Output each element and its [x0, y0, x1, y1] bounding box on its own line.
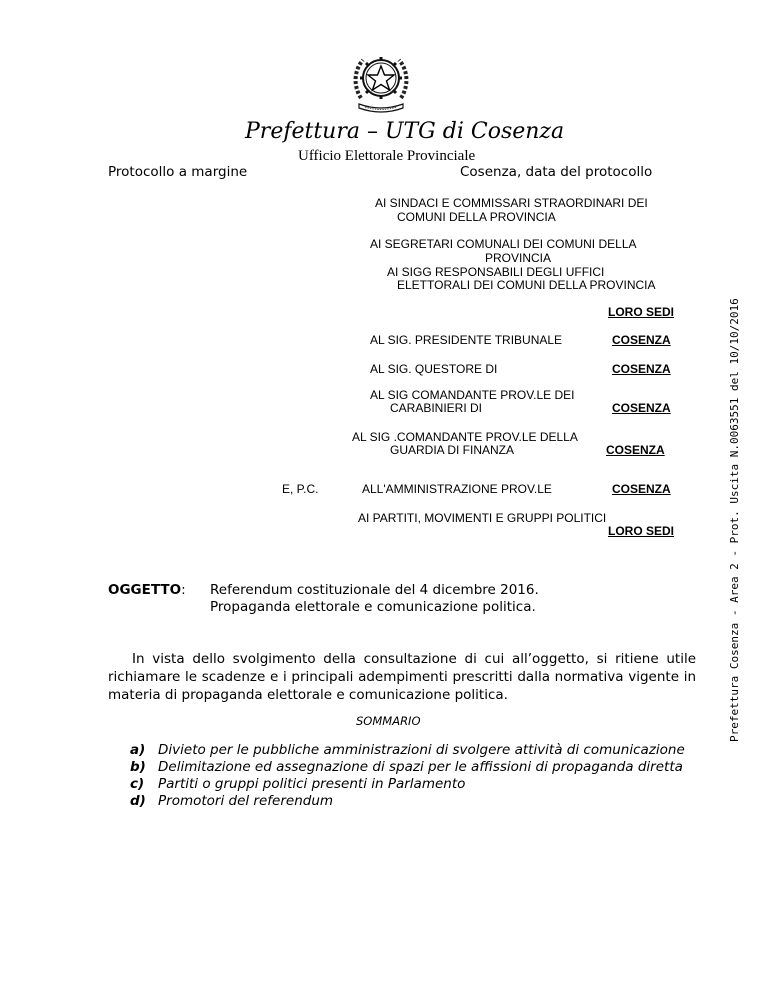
addressee-responsabili-line1: AI SIGG RESPONSABILI DEGLI UFFICI	[387, 265, 605, 279]
page-title: Prefettura – UTG di Cosenza	[245, 119, 565, 144]
loro-sedi-label-2: LORO SEDI	[608, 524, 675, 538]
addressee-finanza-line2: GUARDIA DI FINANZA	[390, 443, 515, 457]
addressee-sindaci-line2: COMUNI DELLA PROVINCIA	[397, 210, 556, 224]
summary-item-letter: d)	[130, 793, 146, 809]
protocol-stamp: Prefettura Cosenza - Area 2 - Prot. Uscita N.0063551 del 10/10/2016	[728, 298, 741, 742]
addressee-segretari-line1: AI SEGRETARI COMUNALI DEI COMUNI DELLA	[370, 237, 637, 251]
summary-item-a	[130, 742, 696, 759]
addressee-carabinieri-line1: AL SIG COMANDANTE PROV.LE DEI	[370, 388, 575, 402]
summary-item-b	[130, 759, 696, 776]
subject-line2: Propaganda elettorale e comunicazione politica.	[210, 599, 536, 615]
intro-paragraph: In vista dello svolgimento della consultazione di cui all’oggetto, si ritiene utile richiamare le scadenze e i principali adempimenti prescritti dalla normativa vigente in materia di propaganda elettorale e comunicazione politica.	[108, 651, 696, 703]
summary-list	[130, 742, 696, 810]
summary-item-c	[130, 776, 696, 793]
summary-item-letter: b)	[130, 759, 146, 775]
addressee-responsabili-line2: ELETTORALI DEI COMUNI DELLA PROVINCIA	[397, 278, 656, 292]
city-questore: COSENZA	[612, 362, 671, 376]
italian-republic-emblem-icon	[351, 48, 411, 114]
addressee-finanza-line1: AL SIG .COMANDANTE PROV.LE DELLA	[352, 430, 578, 444]
addressee-questore: AL SIG. QUESTORE DI	[370, 362, 498, 376]
summary-heading: SOMMARIO	[356, 714, 421, 728]
summary-item-letter: a)	[130, 742, 146, 758]
addressee-amministrazione: ALL'AMMINISTRAZIONE PROV.LE	[362, 482, 552, 496]
addressee-partiti: AI PARTITI, MOVIMENTI E GRUPPI POLITICI	[358, 511, 607, 525]
city-amministrazione: COSENZA	[612, 482, 671, 496]
subject-line1: Referendum costituzionale del 4 dicembre 2016.	[210, 582, 539, 598]
addressee-tribunale: AL SIG. PRESIDENTE TRIBUNALE	[370, 333, 563, 347]
city-carabinieri: COSENZA	[612, 401, 671, 415]
office-name: Ufficio Elettorale Provinciale	[298, 148, 476, 164]
summary-item-letter: c)	[130, 776, 145, 792]
summary-item-text: Delimitazione ed assegnazione di spazi per le affissioni di propaganda diretta	[158, 759, 683, 775]
summary-item-text: Promotori del referendum	[158, 793, 334, 809]
summary-item-text: Divieto per le pubbliche amministrazioni di svolgere attività di comunicazione	[158, 742, 685, 758]
place-date: Cosenza, data del protocollo	[460, 164, 653, 180]
summary-item-text: Partiti o gruppi politici presenti in Parlamento	[158, 776, 466, 792]
addressee-segretari-line2: PROVINCIA	[485, 251, 552, 265]
city-tribunale: COSENZA	[612, 333, 671, 347]
addressee-carabinieri-line2: CARABINIERI DI	[390, 401, 483, 415]
epc-label: E, P.C.	[282, 482, 319, 496]
summary-item-d	[130, 793, 696, 810]
subject-label: OGGETTO:	[108, 582, 186, 598]
loro-sedi-label: LORO SEDI	[608, 305, 675, 319]
addressee-sindaci-line1: AI SINDACI E COMMISSARI STRAORDINARI DEI	[375, 196, 648, 210]
protocol-note: Protocollo a margine	[108, 164, 248, 180]
city-finanza: COSENZA	[606, 443, 665, 457]
